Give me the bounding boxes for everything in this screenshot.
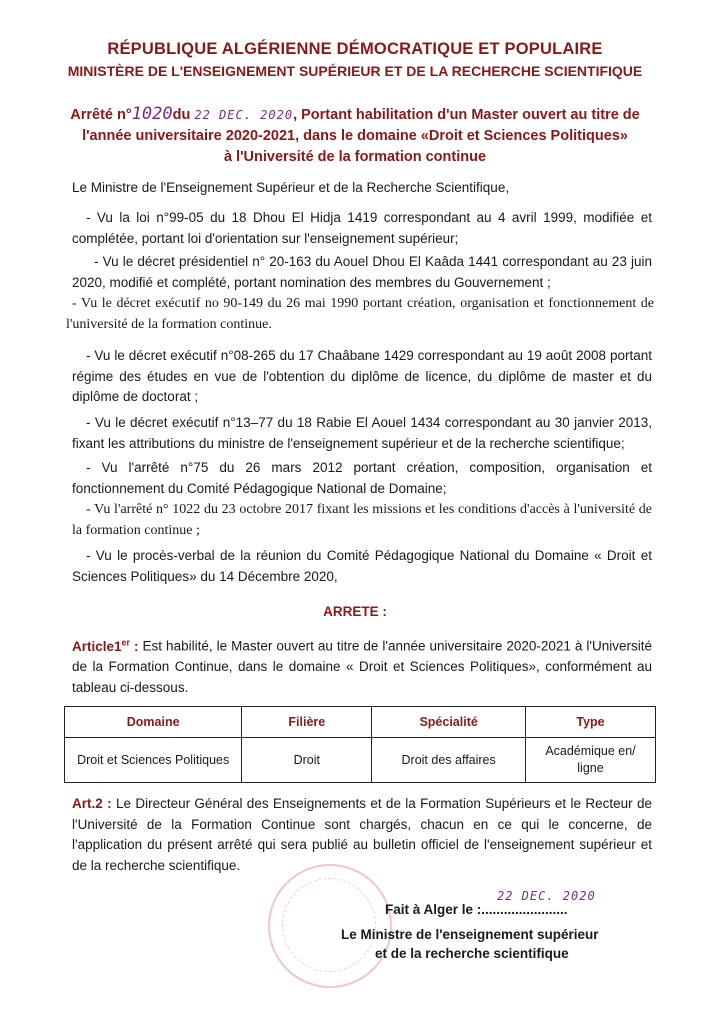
table-header-type: Type: [525, 707, 655, 738]
decree-date-handwritten: 22 DEC. 2020: [194, 108, 294, 122]
fait-a-alger: Fait à Alger le :.......................: [385, 902, 568, 917]
article-2-text: Le Directeur Général des Enseignements et de la Formation Supérieurs et le Recteur de l'Université de la Formation Continue sont chargés, chacun en ce qui le concerne, de l'application du présent arrêté qui sera publié au bulletin officiel de l'enseignement supérieur et de la recherche scientifique.: [72, 796, 652, 873]
signatory-line-1: Le Ministre de l'enseignement supérieur: [341, 927, 599, 942]
article-1-sup: er: [121, 637, 131, 647]
signature-date-handwritten: 22 DEC. 2020: [497, 889, 596, 903]
table-cell-filiere: Droit: [242, 738, 372, 783]
article-2: [72, 794, 652, 876]
intro-minister: Le Ministre de l'Enseignement Supérieur et de la Recherche Scientifique,: [72, 180, 510, 195]
title-line-3: à l'Université de la formation continue: [223, 149, 487, 165]
table-cell-specialite: Droit des affaires: [372, 738, 526, 783]
visa-2: - Vu le décret présidentiel n° 20-163 du Aouel Dhou El Kaâda 1441 correspondant au 23 juin 2020, modifié et complété, portant nomination des membres du Gouvernement ;: [72, 254, 652, 290]
article-1: [72, 632, 652, 698]
visa-3: - Vu le décret exécutif no 90-149 du 26 mai 1990 portant création, organisation et fonctionnement de l'université de la formation continue.: [66, 296, 654, 332]
signatory-line-2: et de la recherche scientifique: [375, 946, 569, 961]
ministry-header: MINISTÈRE DE L'ENSEIGNEMENT SUPÉRIEUR ET DE LA RECHERCHE SCIENTIFIQUE: [67, 63, 643, 79]
official-stamp: [268, 864, 392, 988]
table-cell-domaine: Droit et Sciences Politiques: [65, 738, 242, 783]
official-stamp-inner-ring: [282, 878, 376, 972]
master-table: [64, 706, 656, 783]
decree-number-handwritten: 1020: [131, 104, 173, 124]
title-line-1: [40, 104, 670, 126]
title-line1-rest: , Portant habilitation d'un Master ouvert au titre de: [293, 107, 640, 123]
article-2-label: Art.2 :: [72, 796, 112, 811]
decree-title: [40, 104, 670, 168]
title-line-2: l'année universitaire 2020-2021, dans le domaine «Droit et Sciences Politiques»: [82, 128, 628, 144]
table-header-filiere: Filière: [242, 707, 372, 738]
visa-6: - Vu l'arrêté n°75 du 26 mars 2012 portant création, composition, organisation et fonctionnement du Comité Pédagogique National de Domaine;: [72, 460, 652, 496]
visa-8: - Vu le procès-verbal de la réunion du Comité Pédagogique National du Domaine « Droit et Sciences Politiques» du 14 Décembre 2020,: [72, 548, 652, 584]
article-1-label: Article1er :: [72, 637, 139, 654]
visa-7: - Vu l'arrêté n° 1022 du 23 octobre 2017 fixant les missions et les conditions d'accès à l'université de la formation continue ;: [72, 502, 652, 538]
table-cell-type: Académique en/ ligne: [525, 738, 655, 783]
table-header-row: [65, 707, 656, 738]
visa-1: - Vu la loi n°99-05 du 18 Dhou El Hidja 1419 correspondant au 4 avril 1999, modifiée et complétée, portant loi d'orientation sur l'enseignement supérieur;: [72, 210, 652, 246]
arrete-heading: ARRETE :: [323, 604, 387, 619]
title-du: du: [172, 107, 191, 123]
title-prefix: Arrêté n°: [70, 107, 132, 123]
table-header-specialite: Spécialité: [372, 707, 526, 738]
country-header: RÉPUBLIQUE ALGÉRIENNE DÉMOCRATIQUE ET POPULAIRE: [107, 40, 603, 58]
table-header-domaine: Domaine: [65, 707, 242, 738]
visa-5: - Vu le décret exécutif n°13–77 du 18 Rabie El Aouel 1434 correspondant au 30 janvier 2013, fixant les attributions du ministre de l'enseignement supérieur et de la recherche scientifique;: [72, 415, 652, 451]
visa-4: - Vu le décret exécutif n°08-265 du 17 Chaâbane 1429 correspondant au 19 août 2008 portant régime des études en vue de l'obtention du diplôme de licence, du diplôme de master et du diplôme de doctorat ;: [72, 348, 652, 404]
article-1-text: Est habilité, le Master ouvert au titre de l'année universitaire 2020-2021 à l'Université de la Formation Continue, dans le domaine « Droit et Sciences Politiques», conformément au tableau ci-dessous.: [72, 638, 652, 695]
table-row: [65, 738, 656, 783]
